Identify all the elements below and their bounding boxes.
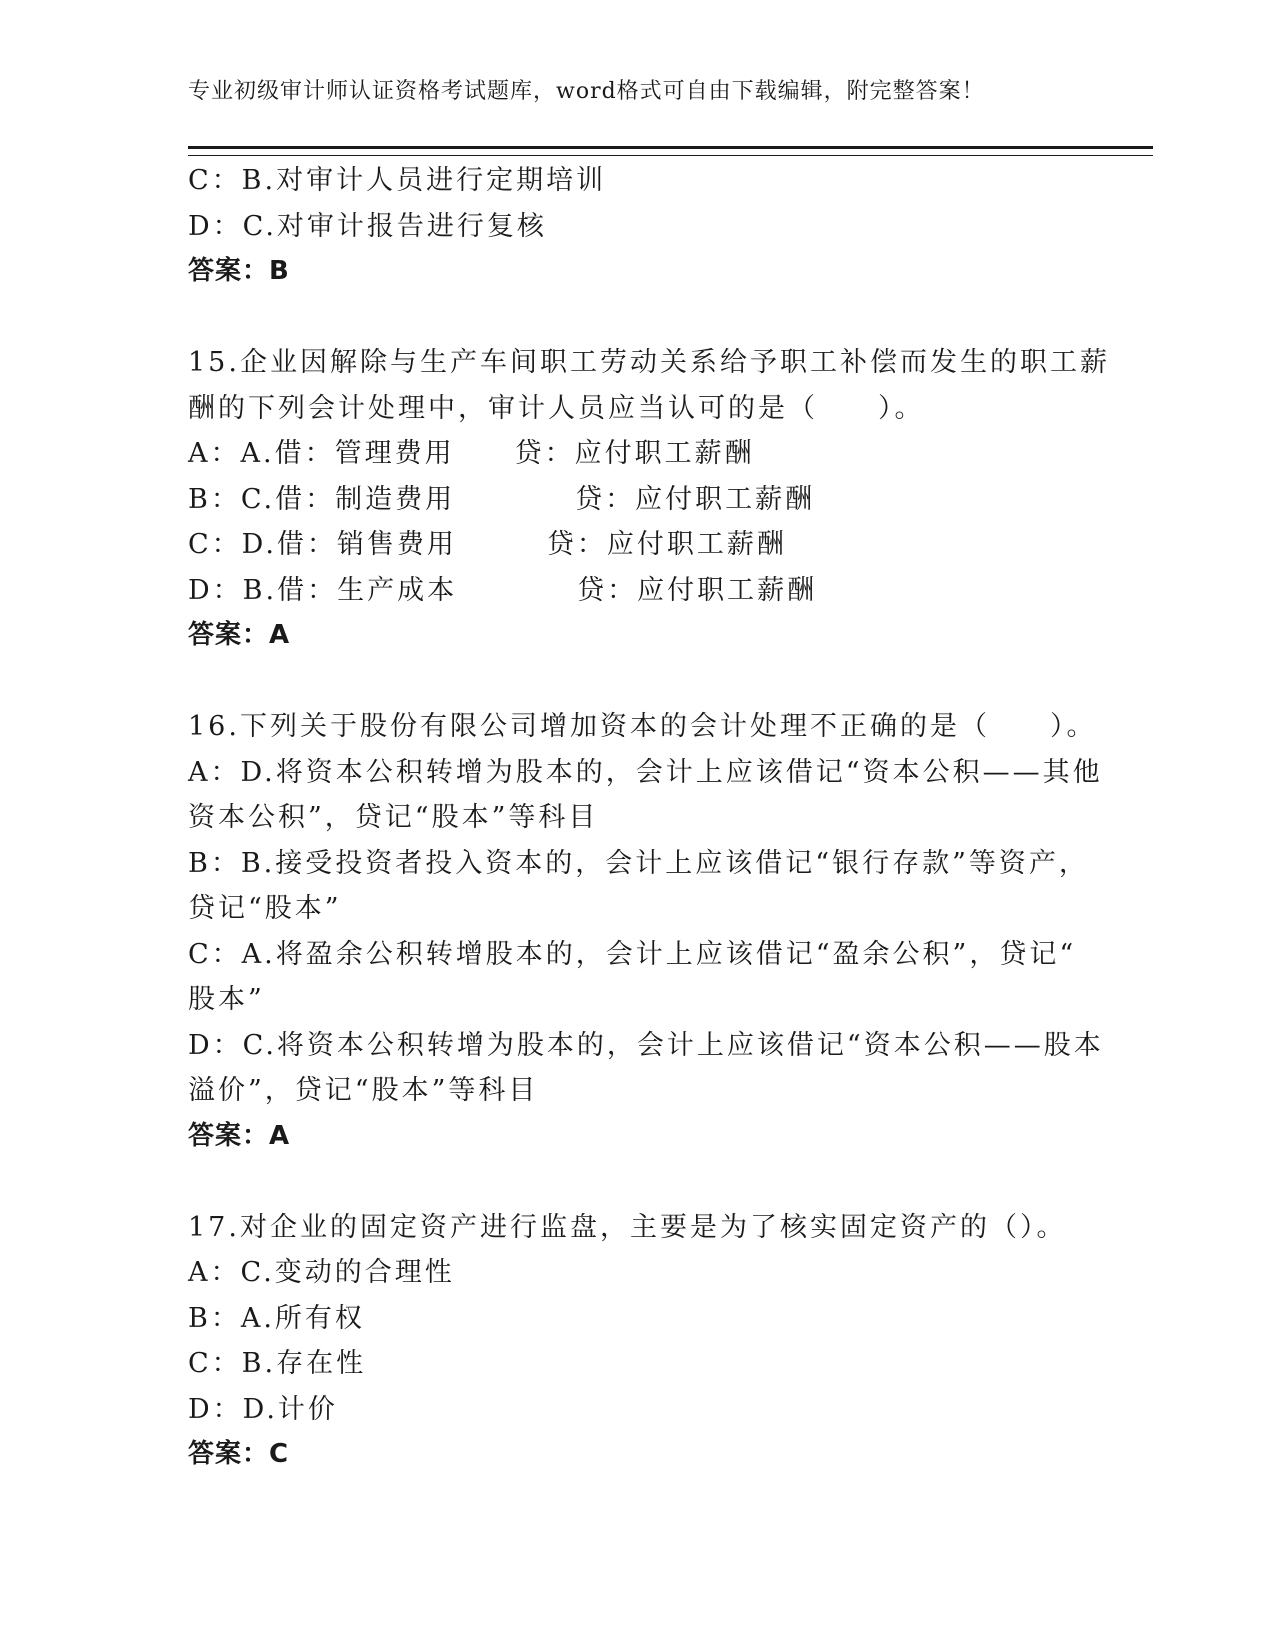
option-c: C：B.存在性 <box>188 1348 367 1379</box>
question-14-tail <box>188 158 1088 295</box>
option-c: C：D.借：销售费用 贷：应付职工薪酬 <box>188 529 787 560</box>
option-d-continued: 溢价”，贷记“股本”等科目 <box>188 1075 539 1106</box>
option-b: B：A.所有权 <box>188 1302 365 1334</box>
option-b: B：B.接受投资者投入资本的，会计上应该借记“银行存款”等资产， <box>188 847 1089 879</box>
header-divider <box>188 146 1153 156</box>
question-16 <box>188 704 1104 1159</box>
question-15 <box>188 340 1110 659</box>
question-17 <box>188 1205 1088 1478</box>
question-stem-continued: 酬的下列会计处理中，审计人员应当认可的是（ ）。 <box>188 392 925 424</box>
question-stem: 16.下列关于股份有限公司增加资本的会计处理不正确的是（ ）。 <box>188 711 1097 742</box>
option-c: C：A.将盈余公积转增股本的，会计上应该借记“盈余公积”，贷记“ <box>188 938 1077 970</box>
option-a: A：A.借：管理费用 贷：应付职工薪酬 <box>188 438 755 469</box>
question-content <box>188 158 1110 1478</box>
option-d: D：B.借：生产成本 贷：应付职工薪酬 <box>188 574 818 606</box>
answer: 答案：B <box>188 256 290 286</box>
option-d: D：C.将资本公积转增为股本的，会计上应该借记“资本公积——股本 <box>188 1029 1104 1061</box>
option-a: A：C.变动的合理性 <box>188 1257 455 1288</box>
answer: 答案：A <box>188 1120 291 1151</box>
option-b-continued: 贷记“股本” <box>188 893 342 924</box>
option-c: C：B.对审计人员进行定期培训 <box>188 165 607 196</box>
option-d: D：D.计价 <box>188 1393 338 1425</box>
option-d: D：C.对审计报告进行复核 <box>188 210 547 242</box>
question-stem: 17.对企业的固定资产进行监盘，主要是为了核实固定资产的（）。 <box>188 1211 1067 1243</box>
option-b: B：C.借：制造费用 贷：应付职工薪酬 <box>188 483 816 515</box>
question-stem: 15.企业因解除与生产车间职工劳动关系给予职工补偿而发生的职工薪 <box>188 347 1110 378</box>
option-a-continued: 资本公积”，贷记“股本”等科目 <box>188 802 599 833</box>
answer: 答案：C <box>188 1439 290 1469</box>
option-c-continued: 股本” <box>188 984 265 1015</box>
answer: 答案：A <box>188 620 291 650</box>
page-header: 专业初级审计师认证资格考试题库，word格式可自由下载编辑，附完整答案！ <box>188 79 985 104</box>
option-a: A：D.将资本公积转增为股本的，会计上应该借记“资本公积——其他 <box>188 756 1103 788</box>
